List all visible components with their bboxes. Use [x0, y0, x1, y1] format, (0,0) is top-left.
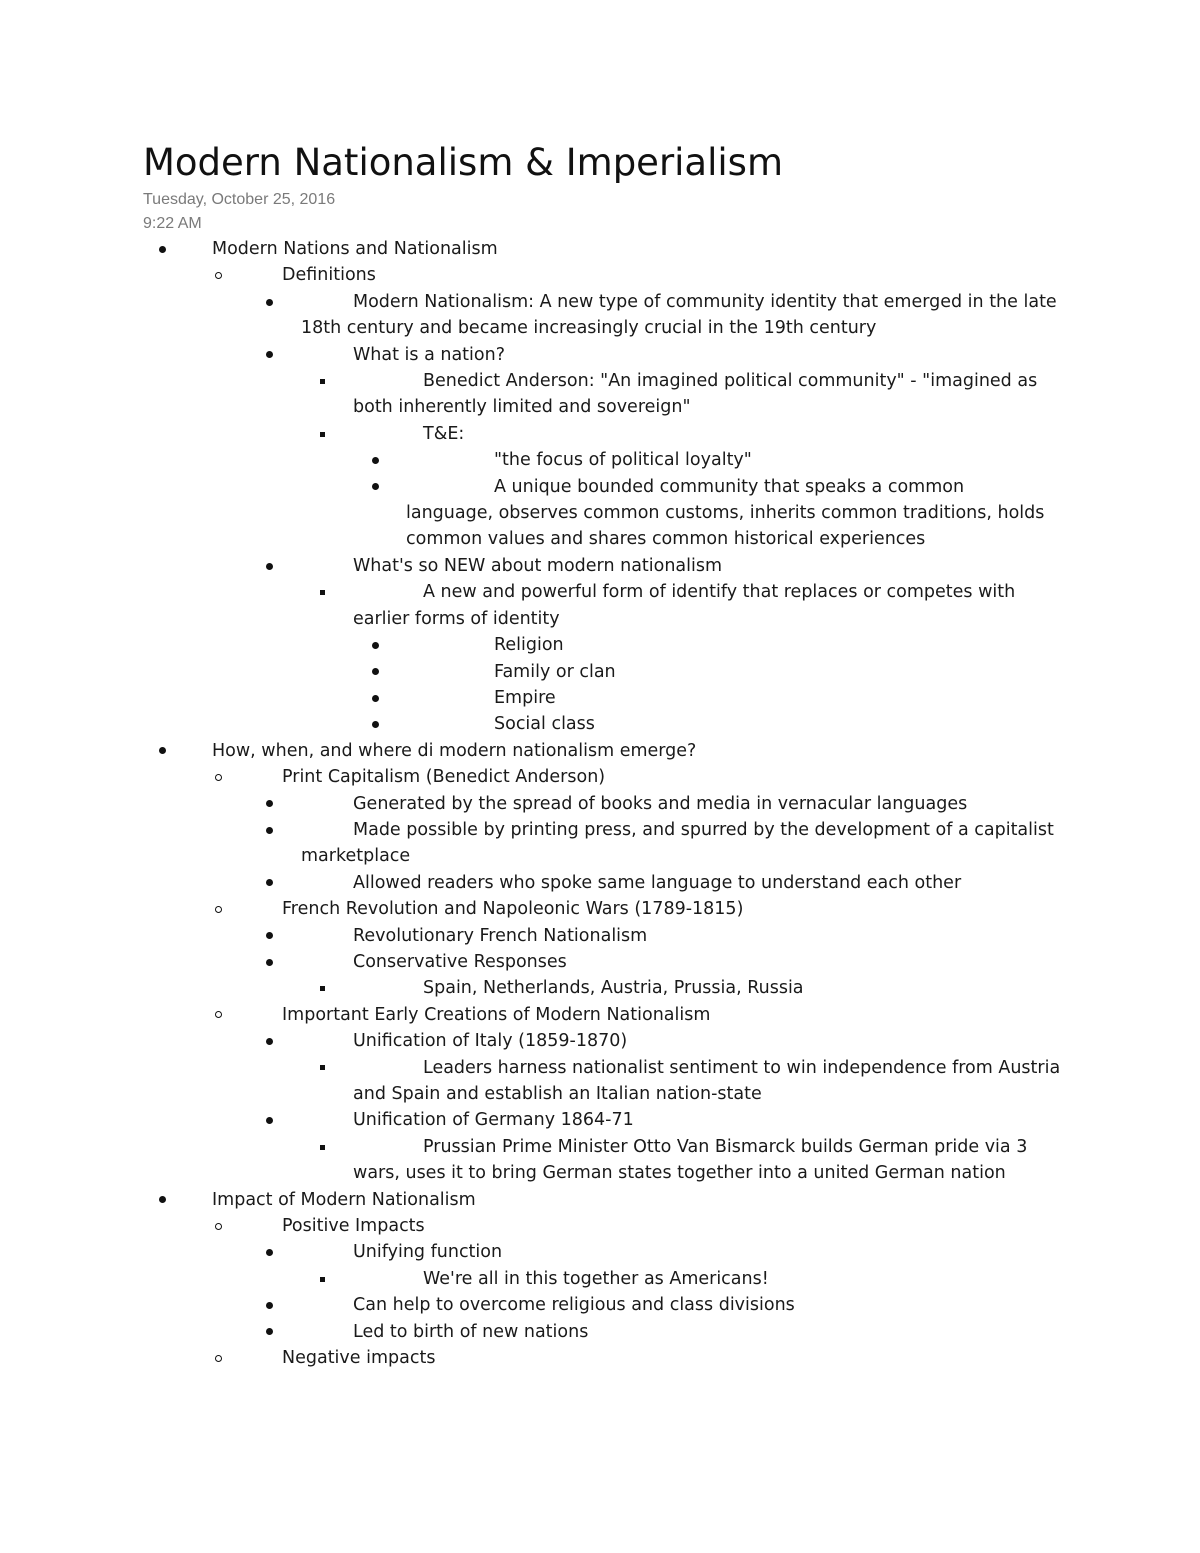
outline-item-level-0: [0, 738, 1200, 764]
outline-item-level-2: [0, 342, 1200, 368]
circle-bullet-icon: [208, 896, 228, 922]
outline-item-text: Unification of Germany 1864-71: [353, 1110, 634, 1131]
outline-item-text: Impact of Modern Nationalism: [212, 1189, 476, 1210]
outline-item-text: Print Capitalism (Benedict Anderson): [282, 767, 606, 788]
disc-bullet-icon: [259, 553, 279, 579]
disc-bullet-icon: [152, 1187, 172, 1213]
square-bullet-icon: [312, 368, 332, 394]
circle-bullet-icon: [208, 764, 228, 790]
outline-item-level-4: [0, 685, 1200, 711]
outline-item-level-2: [0, 923, 1200, 949]
outline-item-level-1: [0, 1213, 1200, 1239]
outline-item-text: Prussian Prime Minister Otto Van Bismarck builds German pride via 3 wars, uses it to bring German states together into a united German nation: [353, 1136, 1028, 1184]
outline-item-level-1: [0, 764, 1200, 790]
outline-item-level-2: [0, 1292, 1200, 1318]
outline-item-level-2: [0, 553, 1200, 579]
outline-item-level-4: [0, 474, 1200, 553]
circle-bullet-icon: [208, 1002, 228, 1028]
outline-item-text: Benedict Anderson: "An imagined political community" - "imagined as both inherently limited and sovereign": [353, 371, 1038, 418]
outline-item-level-3: [0, 1266, 1200, 1292]
note-time: 9:22 AM: [143, 215, 202, 232]
outline-item-text: Positive Impacts: [282, 1216, 425, 1237]
outline-item-level-0: [0, 236, 1200, 262]
outline-item-level-2: [0, 1028, 1200, 1054]
disc-bullet-icon: [259, 870, 279, 896]
disc-bullet-icon: [259, 1107, 279, 1133]
outline-item-level-2: [0, 1239, 1200, 1265]
outline-item-text: Modern Nations and Nationalism: [212, 239, 498, 259]
outline-item-text: A new and powerful form of identify that replaces or competes with earlier forms of identity: [353, 582, 1016, 629]
outline-item-text: Revolutionary French Nationalism: [353, 925, 648, 946]
disc-bullet-icon: [259, 1292, 279, 1318]
disc-bullet-icon: [152, 236, 172, 262]
outline-item-level-1: [0, 1345, 1200, 1371]
square-bullet-icon: [312, 421, 332, 447]
outline-item-level-3: [0, 1134, 1200, 1187]
outline-item-text: Spain, Netherlands, Austria, Prussia, Russia: [423, 978, 804, 999]
outline-item-level-2: [0, 817, 1200, 870]
outline-item-text: How, when, and where di modern nationalism emerge?: [212, 740, 697, 761]
disc-bullet-icon: [259, 949, 279, 975]
square-bullet-icon: [312, 1055, 332, 1081]
disc-bullet-icon: [259, 1028, 279, 1054]
disc-bullet-icon: [259, 289, 279, 315]
outline-item-text: Empire: [494, 687, 556, 708]
outline-item-level-3: [0, 579, 1200, 632]
outline-item-text: Family or clan: [494, 661, 616, 682]
outline-item-text: T&E:: [423, 423, 465, 444]
outline-item-level-4: [0, 659, 1200, 685]
outline-item-level-4: [0, 711, 1200, 737]
outline-item-text: Negative impacts: [282, 1348, 436, 1369]
disc-bullet-icon: [365, 632, 385, 658]
outline-item-text: Religion: [494, 635, 564, 656]
circle-bullet-icon: [208, 262, 228, 288]
outline-item-text: We're all in this together as Americans!: [423, 1268, 769, 1289]
outline-item-text: Important Early Creations of Modern Nationalism: [282, 1004, 711, 1025]
disc-bullet-icon: [365, 685, 385, 711]
outline-item-level-3: [0, 975, 1200, 1001]
outline-item-text: French Revolution and Napoleonic Wars (1789-1815): [282, 899, 744, 920]
outline-item-text: What is a nation?: [353, 344, 505, 365]
disc-bullet-icon: [259, 1319, 279, 1345]
outline-item-text: A unique bounded community that speaks a common language, observes common customs, inherits common traditions, holds common values and shares common historical experiences: [406, 476, 1045, 550]
disc-bullet-icon: [259, 1239, 279, 1265]
outline-item-level-1: [0, 262, 1200, 288]
square-bullet-icon: [312, 579, 332, 605]
outline-item-level-4: [0, 632, 1200, 658]
outline-item-text: What's so NEW about modern nationalism: [353, 555, 723, 576]
outline-item-level-3: [0, 368, 1200, 421]
outline-item-level-2: [0, 1319, 1200, 1345]
disc-bullet-icon: [365, 447, 385, 473]
outline-item-text: Definitions: [282, 265, 376, 286]
outline-item-text: Allowed readers who spoke same language to understand each other: [353, 872, 962, 893]
square-bullet-icon: [312, 975, 332, 1001]
disc-bullet-icon: [365, 659, 385, 685]
circle-bullet-icon: [208, 1345, 228, 1371]
disc-bullet-icon: [259, 342, 279, 368]
outline-item-text: "the focus of political loyalty": [494, 450, 752, 471]
outline-item-text: Modern Nationalism: A new type of community identity that emerged in the late 18th century and became increasingly crucial in the 19th century: [301, 291, 1057, 339]
outline-item-level-1: [0, 896, 1200, 922]
outline-item-level-3: [0, 1055, 1200, 1108]
outline-item-level-3: [0, 421, 1200, 447]
outline-item-level-2: [0, 870, 1200, 896]
outline-item-text: Unification of Italy (1859-1870): [353, 1031, 628, 1052]
outline-item-text: Social class: [494, 714, 595, 735]
outline-item-level-2: [0, 949, 1200, 975]
outline-item-text: Leaders harness nationalist sentiment to win independence from Austria and Spain and establish an Italian nation-state: [353, 1057, 1061, 1104]
disc-bullet-icon: [365, 474, 385, 500]
outline-item-text: Conservative Responses: [353, 951, 567, 972]
outline-item-level-2: [0, 289, 1200, 342]
outline-item-text: Unifying function: [353, 1242, 503, 1263]
outline-item-text: Generated by the spread of books and media in vernacular languages: [353, 793, 968, 814]
outline-item-text: Can help to overcome religious and class divisions: [353, 1295, 795, 1316]
outline-list: [0, 236, 1200, 1371]
square-bullet-icon: [312, 1266, 332, 1292]
square-bullet-icon: [312, 1134, 332, 1160]
outline-item-text: Made possible by printing press, and spurred by the development of a capitalist marketplace: [301, 819, 1054, 867]
outline-item-level-2: [0, 791, 1200, 817]
outline-item-level-1: [0, 1002, 1200, 1028]
disc-bullet-icon: [365, 711, 385, 737]
note-date: Tuesday, October 25, 2016: [143, 191, 336, 208]
outline-item-level-4: [0, 447, 1200, 473]
disc-bullet-icon: [259, 923, 279, 949]
outline-item-text: Led to birth of new nations: [353, 1321, 589, 1342]
disc-bullet-icon: [259, 817, 279, 843]
outline-item-level-2: [0, 1107, 1200, 1133]
page-title: Modern Nationalism & Imperialism: [143, 141, 783, 184]
disc-bullet-icon: [152, 738, 172, 764]
circle-bullet-icon: [208, 1213, 228, 1239]
disc-bullet-icon: [259, 791, 279, 817]
outline-item-level-0: [0, 1187, 1200, 1213]
